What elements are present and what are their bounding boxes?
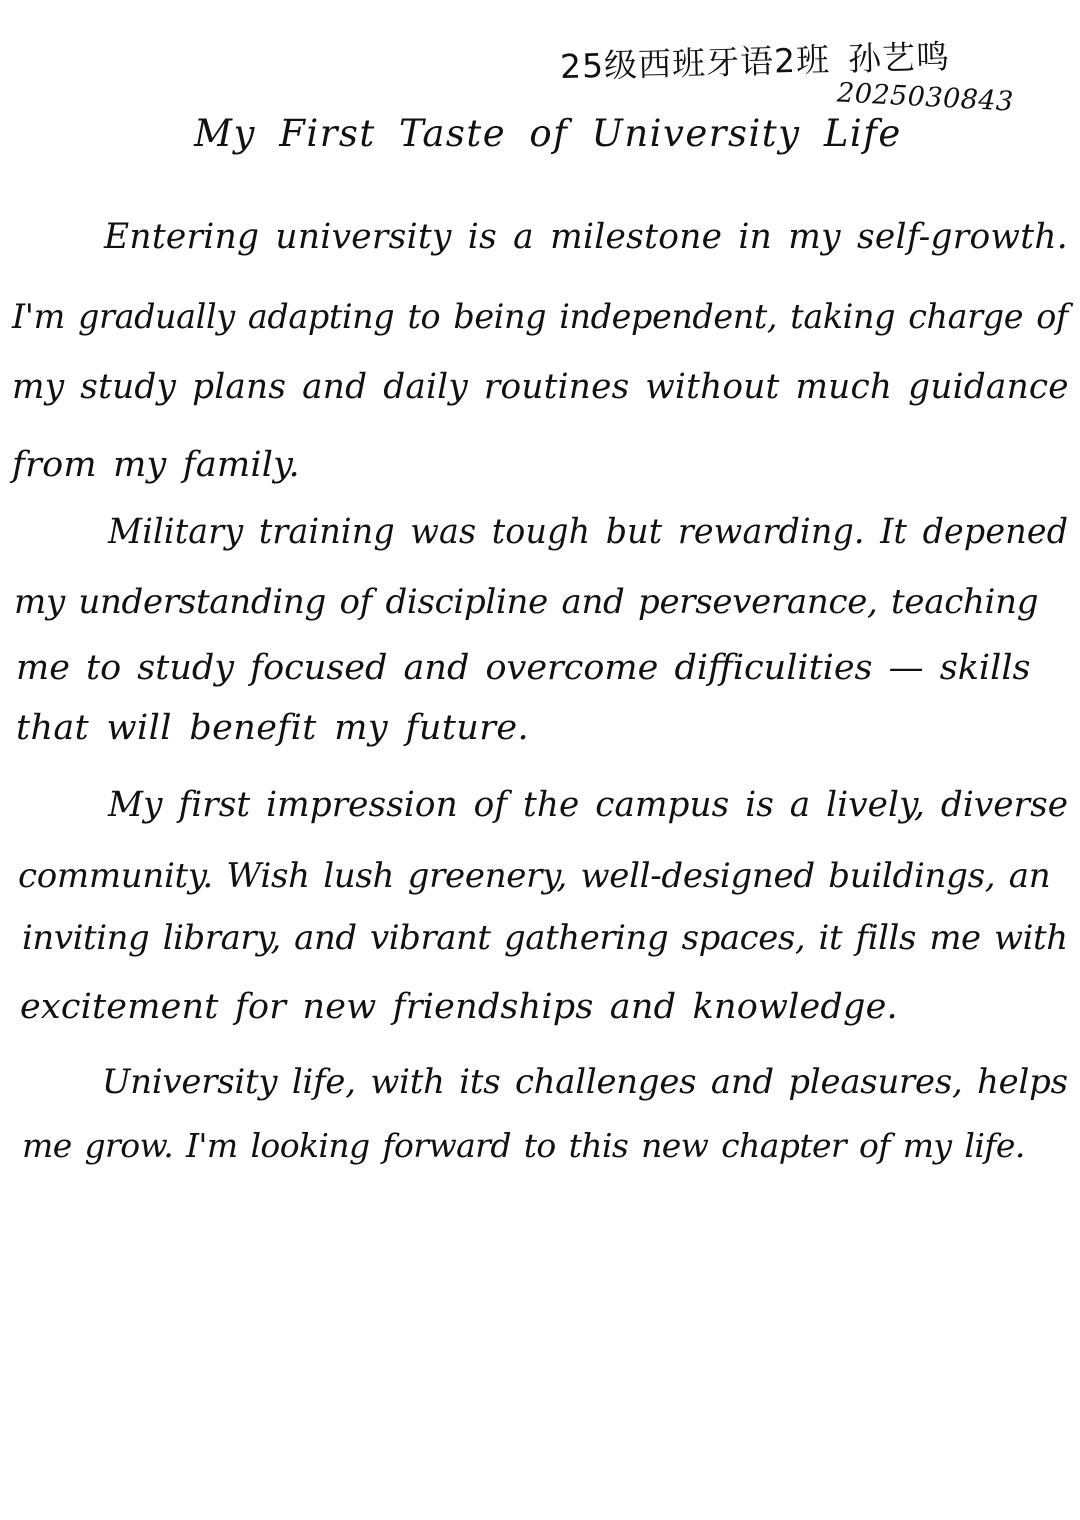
paragraph-2-line-3: me to study focused and overcome difficulities — skills xyxy=(16,648,1031,688)
paragraph-4-line-1: University life, with its challenges and pleasures, helps xyxy=(102,1062,1068,1102)
paragraph-3-line-1: My first impression of the campus is a lively, diverse xyxy=(108,785,1069,825)
paragraph-1-line-3: my study plans and daily routines without much guidance xyxy=(12,367,1069,407)
essay-title: My First Taste of University Life xyxy=(194,112,902,155)
student-id: 2025030843 xyxy=(836,77,1015,118)
paragraph-1-line-4: from my family. xyxy=(12,445,300,485)
paragraph-3-line-4: excitement for new friendships and knowledge. xyxy=(20,987,898,1027)
class-name: 25级西班牙语2班 xyxy=(559,40,831,87)
paragraph-1-line-1: Entering university is a milestone in my self-growth. xyxy=(104,217,1069,257)
paragraph-2-line-4: that will benefit my future. xyxy=(16,708,529,748)
paragraph-3-line-2: community. Wish lush greenery, well-designed buildings, an xyxy=(18,856,1051,896)
paragraph-4-line-2: me grow. I'm looking forward to this new chapter of my life. xyxy=(22,1126,1025,1165)
paragraph-1-line-2: I'm gradually adapting to being independent, taking charge of xyxy=(12,297,1068,337)
student-name: 孙艺鸣 xyxy=(847,36,951,79)
paragraph-2-line-1: Military training was tough but rewarding. It depened xyxy=(108,512,1069,552)
paragraph-2-line-2: my understanding of discipline and perseverance, teaching xyxy=(14,582,1039,622)
paragraph-3-line-3: inviting library, and vibrant gathering spaces, it fills me with xyxy=(22,918,1068,958)
